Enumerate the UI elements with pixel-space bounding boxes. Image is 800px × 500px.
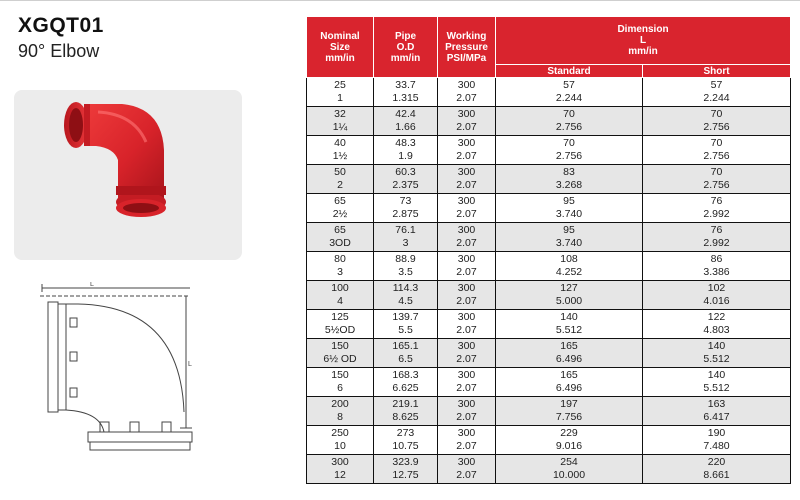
cell-short: 76 2.992 [643, 194, 791, 223]
cell-nominal: 125 5½OD [307, 310, 374, 339]
cell-pressure: 300 2.07 [438, 426, 496, 455]
cell-short: 163 6.417 [643, 397, 791, 426]
cell-nominal: 100 4 [307, 281, 374, 310]
cell-short: 86 3.386 [643, 252, 791, 281]
table-row [307, 339, 791, 368]
cell-short: 190 7.480 [643, 426, 791, 455]
cell-nominal: 40 1½ [307, 136, 374, 165]
table-row [307, 78, 791, 107]
cell-standard: 140 5.512 [496, 310, 643, 339]
cell-short: 140 5.512 [643, 339, 791, 368]
cell-pressure: 300 2.07 [438, 339, 496, 368]
product-photo [14, 90, 242, 260]
cell-standard: 95 3.740 [496, 194, 643, 223]
cell-pipe: 323.9 12.75 [374, 455, 438, 484]
cell-standard: 57 2.244 [496, 78, 643, 107]
dimension-table [306, 16, 791, 484]
table-row [307, 368, 791, 397]
elbow-technical-drawing [40, 282, 230, 487]
cell-pipe: 139.7 5.5 [374, 310, 438, 339]
table-row [307, 397, 791, 426]
top-rule [0, 0, 800, 1]
dimension-label-top: L [90, 282, 94, 288]
cell-nominal: 32 1¼ [307, 107, 374, 136]
cell-standard: 254 10.000 [496, 455, 643, 484]
table-row [307, 426, 791, 455]
cell-pressure: 300 2.07 [438, 194, 496, 223]
cell-pressure: 300 2.07 [438, 252, 496, 281]
table-row [307, 310, 791, 339]
cell-nominal: 65 3OD [307, 223, 374, 252]
cell-standard: 127 5.000 [496, 281, 643, 310]
cell-short: 140 5.512 [643, 368, 791, 397]
header-working-pressure: Working Pressure PSI/MPa [438, 17, 496, 78]
cell-short: 70 2.756 [643, 136, 791, 165]
table-row [307, 136, 791, 165]
product-name: 90° Elbow [18, 41, 100, 61]
table-row [307, 252, 791, 281]
cell-pipe: 168.3 6.625 [374, 368, 438, 397]
cell-nominal: 300 12 [307, 455, 374, 484]
cell-pipe: 48.3 1.9 [374, 136, 438, 165]
cell-standard: 83 3.268 [496, 165, 643, 194]
cell-nominal: 80 3 [307, 252, 374, 281]
table-row [307, 107, 791, 136]
cell-short: 70 2.756 [643, 107, 791, 136]
cell-standard: 197 7.756 [496, 397, 643, 426]
cell-standard: 70 2.756 [496, 107, 643, 136]
cell-nominal: 25 1 [307, 78, 374, 107]
table-row [307, 223, 791, 252]
cell-nominal: 150 6 [307, 368, 374, 397]
cell-short: 102 4.016 [643, 281, 791, 310]
cell-nominal: 50 2 [307, 165, 374, 194]
header-dimension: Dimension L mm/in [496, 17, 791, 65]
cell-pressure: 300 2.07 [438, 281, 496, 310]
cell-nominal: 250 10 [307, 426, 374, 455]
table-row [307, 165, 791, 194]
cell-pressure: 300 2.07 [438, 455, 496, 484]
header-short: Short [643, 65, 791, 78]
cell-short: 76 2.992 [643, 223, 791, 252]
technical-drawing [40, 282, 230, 487]
cell-standard: 95 3.740 [496, 223, 643, 252]
header-pipe-od: Pipe O.D mm/in [374, 17, 438, 78]
cell-standard: 70 2.756 [496, 136, 643, 165]
cell-pipe: 273 10.75 [374, 426, 438, 455]
cell-pipe: 73 2.875 [374, 194, 438, 223]
cell-pressure: 300 2.07 [438, 368, 496, 397]
header-nominal-size: Nominal Size mm/in [307, 17, 374, 78]
cell-pipe: 114.3 4.5 [374, 281, 438, 310]
cell-pipe: 42.4 1.66 [374, 107, 438, 136]
cell-short: 70 2.756 [643, 165, 791, 194]
table-row [307, 455, 791, 484]
cell-standard: 108 4.252 [496, 252, 643, 281]
cell-nominal: 200 8 [307, 397, 374, 426]
cell-short: 220 8.661 [643, 455, 791, 484]
table-row [307, 281, 791, 310]
header-standard: Standard [496, 65, 643, 78]
cell-pressure: 300 2.07 [438, 397, 496, 426]
cell-short: 57 2.244 [643, 78, 791, 107]
cell-pressure: 300 2.07 [438, 223, 496, 252]
cell-pipe: 165.1 6.5 [374, 339, 438, 368]
cell-pipe: 33.7 1.315 [374, 78, 438, 107]
cell-short: 122 4.803 [643, 310, 791, 339]
cell-pressure: 300 2.07 [438, 107, 496, 136]
cell-pressure: 300 2.07 [438, 136, 496, 165]
table-row [307, 194, 791, 223]
dimension-label-side: L [188, 361, 192, 368]
cell-pipe: 88.9 3.5 [374, 252, 438, 281]
cell-pipe: 219.1 8.625 [374, 397, 438, 426]
cell-standard: 229 9.016 [496, 426, 643, 455]
cell-nominal: 65 2½ [307, 194, 374, 223]
product-code: XGQT01 [18, 14, 104, 37]
cell-pressure: 300 2.07 [438, 310, 496, 339]
cell-pipe: 76.1 3 [374, 223, 438, 252]
elbow-photo-illustration [14, 90, 242, 260]
cell-standard: 165 6.496 [496, 368, 643, 397]
cell-pipe: 60.3 2.375 [374, 165, 438, 194]
cell-pressure: 300 2.07 [438, 165, 496, 194]
cell-standard: 165 6.496 [496, 339, 643, 368]
cell-nominal: 150 6½ OD [307, 339, 374, 368]
cell-pressure: 300 2.07 [438, 78, 496, 107]
